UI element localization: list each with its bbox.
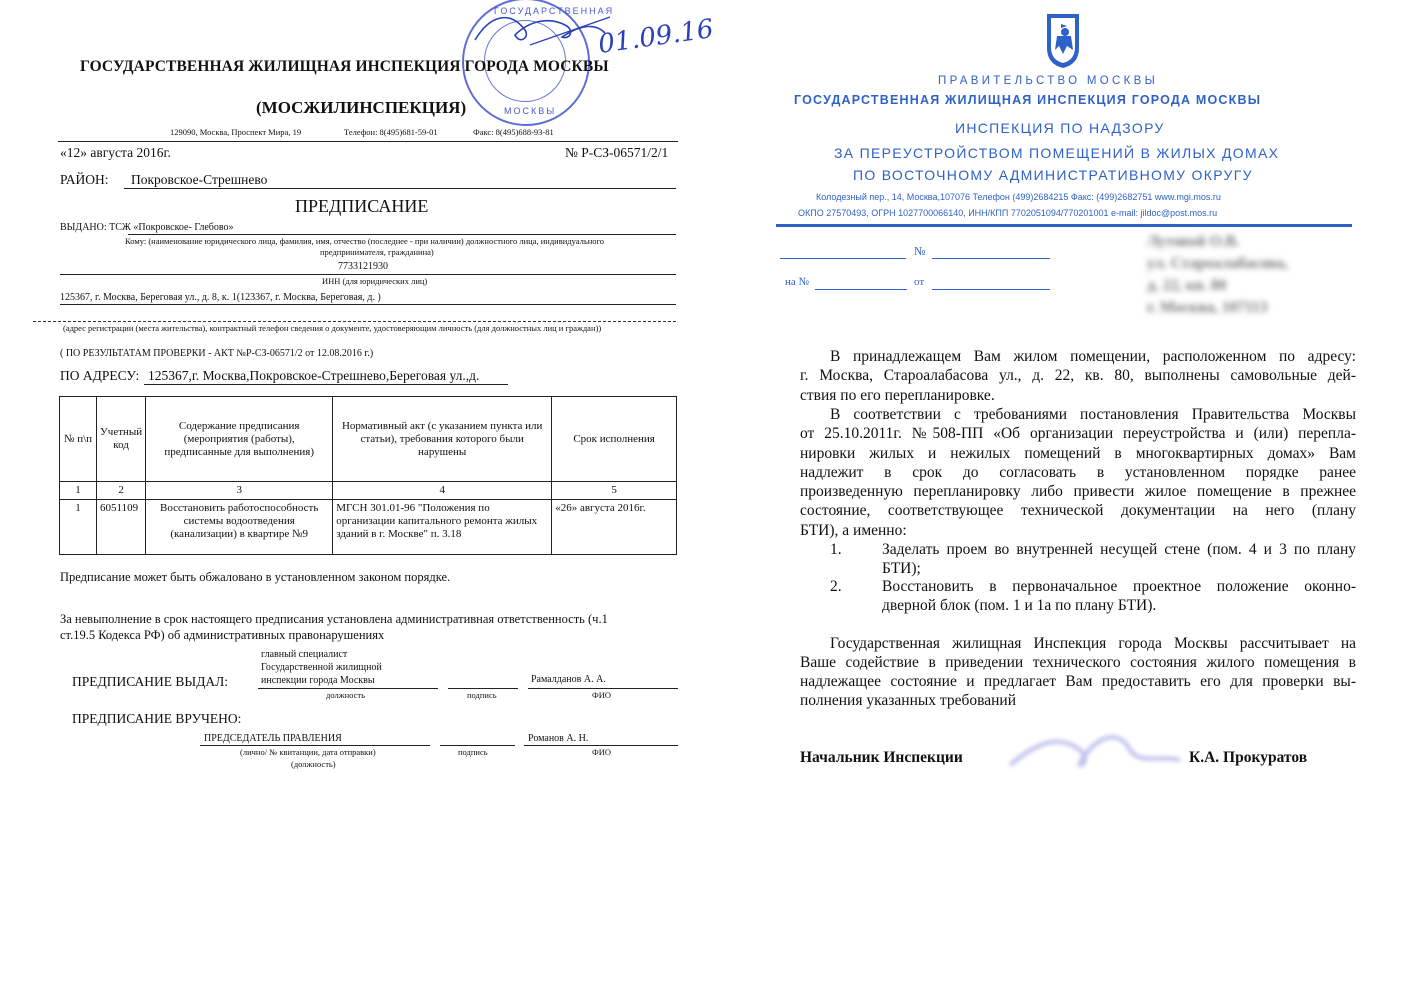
closing-line: полнения указанных требований [800,692,1017,709]
stamp-text-bottom: МОСКВЫ [504,106,557,116]
liability-note-1: За невыполнение в срок настоящего предписания установлена административная ответственность (ч.1 [60,612,608,626]
date-from-label: от [914,276,925,288]
inspection-subtitle-3: ПО ВОСТОЧНОМУ АДМИНИСТРАТИВНОМУ ОКРУГУ [853,167,1253,183]
issued-by-label: ПРЕДПИСАНИЕ ВЫДАЛ: [72,674,229,689]
inspection-requisites: ОКПО 27570493, ОГРН 1027700066140, ИНН/КПП 7702051094/770201001 e-mail: jildoc@post.mos.ru [798,208,1218,218]
signature-label: подпись [467,690,497,700]
table-header-cell: Содержание предписания (мероприятия (работы), предписанные для выполнения) [146,397,333,482]
reply-to-number-label: на № [785,276,810,288]
recipient-note-1: (лично/ № квитанции, дата отправки) [240,747,376,757]
table-cell: «26» августа 2016г. [552,500,677,555]
requirements-table [59,396,677,555]
recipient-line: г. Москва, 107113 [1147,299,1268,316]
table-number-cell: 2 [97,482,146,500]
fio-label: ФИО [592,690,611,700]
table-header-cell: Срок исполнения [552,397,677,482]
inspection-subtitle-1: ИНСПЕКЦИЯ ПО НАДЗОРУ [955,120,1165,136]
item-text-line: Заделать проем во внутренней несущей стене (пом. 4 и 3 по плану [882,541,1356,558]
blurred-signature-icon [1000,720,1190,790]
inspection-address: Колодезный пер., 14, Москва,107076 Телефон (499)2684215 Факс: (499)2682751 www.mgi.mos.ru [816,192,1221,202]
item-number: 2. [830,578,842,595]
header-subtitle: (МОСЖИЛИНСПЕКЦИЯ) [256,98,467,117]
recipient-position: ПРЕДСЕДАТЕЛЬ ПРАВЛЕНИЯ [204,733,342,744]
outgoing-number-label: № [914,244,926,258]
item-text-line: БТИ); [882,560,921,577]
fio-label-2: ФИО [592,747,611,757]
body-line: произведенную перепланировку либо привести жилое помещение в прежнее [800,483,1356,501]
table-header-row [60,397,677,482]
body-line: ствия по его перепланировке. [800,386,995,404]
table-number-cell: 3 [146,482,333,500]
handwritten-date: 01.09.16 [596,14,716,60]
liability-note-2: ст.19.5 Кодекса РФ) об административных правонарушениях [60,628,385,642]
registration-address-note: (адрес регистрации (места жительства), контрактный телефон сведения о документе, удостоверяющим личность (для должностных лиц и граждан)) [63,323,602,333]
body-line: надлежит в срок до согласовать в установленном порядке ранее [800,463,1356,481]
issued-to-note-1: Кому: (наименование юридического лица, фамилия, имя, отчество (последнее - при наличии) должностного лица, индивидуального [125,236,605,246]
item-text-line: Восстановить в первоначальное проектное положение оконно- [882,578,1356,595]
recipient-name: Романов А. Н. [528,733,589,744]
closing-line: надлежащее состояние и предлагает Вам предоставить его для проверки вы- [800,673,1356,690]
header-title: ГОСУДАРСТВЕННАЯ ЖИЛИЩНАЯ ИНСПЕКЦИЯ ГОРОДА МОСКВЫ [80,58,609,75]
table-cell: МГСН 301.01-96 "Положения по организации капитального ремонта жилых зданий в г. Москве" п. 3.18 [333,500,552,555]
recipient-line: Лутовой О.В. [1147,233,1240,250]
district-label: РАЙОН: [60,172,109,187]
document-number: № Р-СЗ-06571/2/1 [565,145,669,160]
right-document [710,0,1419,1000]
district-value: Покровское-Стрешнево [131,172,268,187]
issued-to: ВЫДАНО: ТСЖ «Покровское- Глебово» [60,222,234,233]
body-line: БТИ), а именно: [800,521,907,539]
body-line: В принадлежащем Вам жилом помещении, расположенном по адресу: [830,348,1356,365]
doc-title: ПРЕДПИСАНИЕ [295,196,429,216]
fax: Факс: 8(495)688-93-81 [473,127,554,137]
table-header-cell: Учетный код [97,397,146,482]
table-cell: 6051109 [97,500,146,555]
issuer-position-1: главный специалист [261,649,348,660]
recipient-line: ул. Староалабасова, [1147,255,1288,272]
table-number-cell: 1 [60,482,97,500]
body-line: нировки жилых и нежилых помещений в многоквартирных домах» Вам [800,444,1356,462]
signer-title: Начальник Инспекции [800,749,963,766]
body-line: состояние, соответствующее технической документации на него (плану [800,502,1356,520]
issuer-name: Рамалданов А. А. [531,674,606,685]
phone: Телефон: 8(495)681-59-01 [344,127,438,137]
table-row [60,500,677,555]
address-line: 129090, Москва, Проспект Мира, 19 [170,127,302,137]
gov-title: ПРАВИТЕЛЬСТВО МОСКВЫ [938,75,1159,87]
inspection-result: ( ПО РЕЗУЛЬТАТАМ ПРОВЕРКИ - АКТ №Р-СЗ-06571/2 от 12.08.2016 г.) [60,348,374,359]
body-line: г. Москва, Староалабасова ул., д. 22, кв. 80, выполнены самовольные дей- [800,367,1356,385]
stamp-text-top: ГОСУДАРСТВЕННАЯ [494,6,615,16]
closing-line: Ваше содействие в приведении технического состояния жилого помещения в [800,654,1356,671]
item-number: 1. [830,541,842,558]
issuer-position-3: инспекции города Москвы [261,675,375,686]
signature-label-2: подпись [458,747,488,757]
delivered-label: ПРЕДПИСАНИЕ ВРУЧЕНО: [72,711,242,726]
issued-to-note-2: предпринимателя, гражданина) [320,247,434,257]
by-address-label: ПО АДРЕСУ: [60,368,140,383]
document-date: «12» августа 2016г. [60,145,171,160]
table-cell: Восстановить работоспособность системы водоотведения (канализации) в квартире №9 [146,500,333,555]
recipient-note-2: (должность) [291,759,336,769]
by-address-value: 125367,г. Москва,Покровское-Стрешнево,Береговая ул.,д. [148,368,480,383]
body-line: В соответствии с требованиями постановления Правительства Москвы [830,405,1356,423]
table-number-cell: 4 [333,482,552,500]
signer-name: К.А. Прокуратов [1189,749,1308,766]
position-label: должность [326,690,365,700]
appeal-note: Предписание может быть обжаловано в установленном законом порядке. [60,570,451,584]
item-text-line: дверной блок (пом. 1 и 1а по плану БТИ). [882,597,1157,614]
table-number-cell: 5 [552,482,677,500]
table-cell: 1 [60,500,97,555]
inspection-subtitle-2: ЗА ПЕРЕУСТРОЙСТВОМ ПОМЕЩЕНИЙ В ЖИЛЫХ ДОМАХ [834,145,1280,161]
gji-title: ГОСУДАРСТВЕННАЯ ЖИЛИЩНАЯ ИНСПЕКЦИЯ ГОРОДА МОСКВЫ [794,93,1262,107]
moscow-coat-of-arms-icon [1045,12,1081,70]
table-header-cell: Нормативный акт (с указанием пункта или статьи), требования которого были нарушены [333,397,552,482]
table-number-row [60,482,677,500]
registration-address: 125367, г. Москва, Береговая ул., д. 8, к. 1(123367, г. Москва, Береговая, д. ) [60,292,381,303]
inn-value: 7733121930 [338,261,388,272]
recipient-line: д. 22, кв. 80 [1147,277,1227,294]
body-line: от 25.10.2011г. №508-ПП «Об организации переустройства и (или) перепла- [800,425,1356,443]
table-header-cell: № п\п [60,397,97,482]
issuer-position-2: Государственной жилищной [261,662,382,673]
closing-line: Государственная жилищная Инспекция города Москвы рассчитывает на [830,635,1356,652]
inn-label: ИНН (для юридических лиц) [322,276,428,286]
